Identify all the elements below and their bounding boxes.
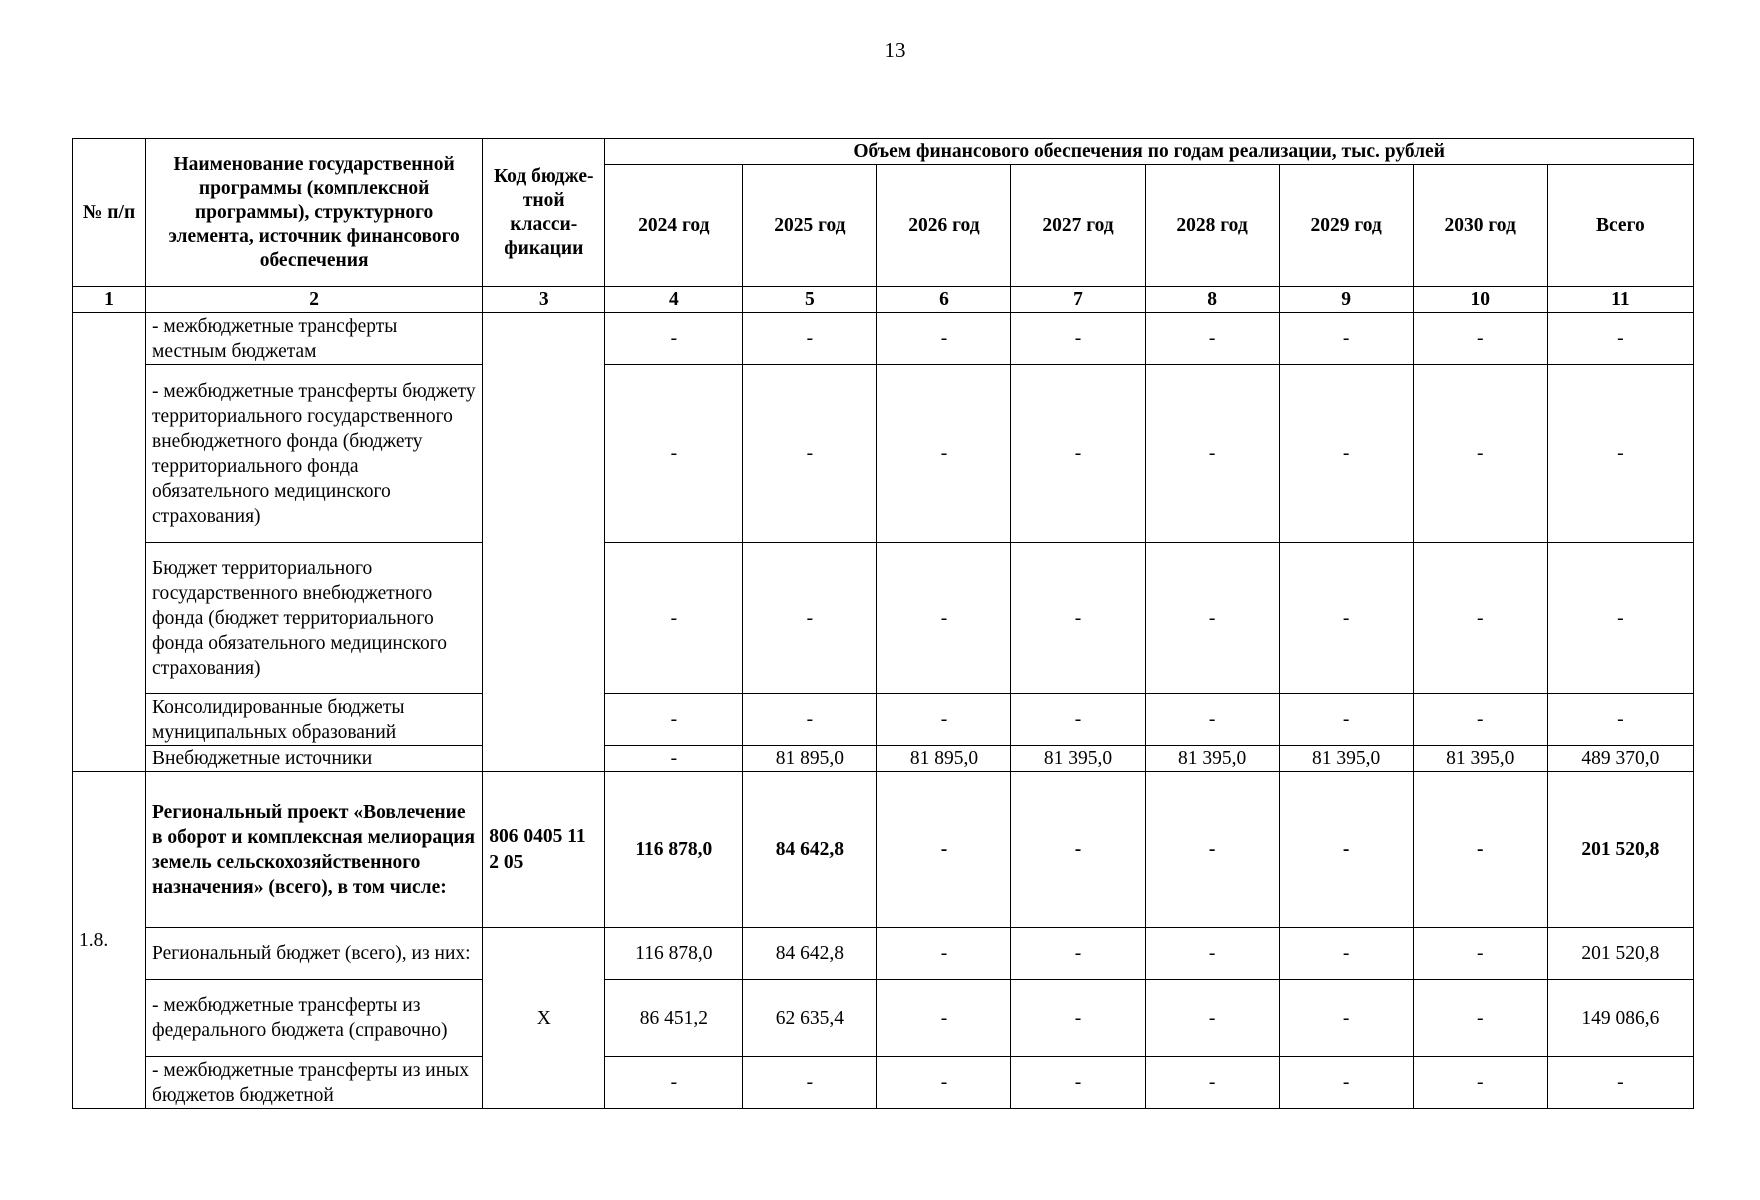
- row-value: -: [1011, 313, 1145, 365]
- row-value: -: [1011, 694, 1145, 746]
- row-value: -: [1011, 1057, 1145, 1109]
- column-index: 1: [73, 287, 146, 313]
- row-value: -: [1413, 928, 1547, 980]
- row-name: - межбюджетные трансферты из иных бюджетов бюджетной: [146, 1057, 483, 1109]
- column-index: 3: [483, 287, 605, 313]
- row-value: 84 642,8: [743, 928, 877, 980]
- row-value: -: [605, 365, 743, 543]
- column-index: 7: [1011, 287, 1145, 313]
- row-value: -: [1547, 694, 1693, 746]
- header-year: 2029 год: [1279, 165, 1413, 287]
- row-value: -: [1547, 543, 1693, 694]
- row-value: -: [1279, 543, 1413, 694]
- row-name: - межбюджетные трансферты бюджету территориального государственного внебюджетного фонда (бюджету территориального фонда обязательного медицинского страхования): [146, 365, 483, 543]
- project-value: -: [877, 772, 1011, 928]
- row-name: Региональный бюджет (всего), из них:: [146, 928, 483, 980]
- table-row: [73, 313, 1694, 365]
- row-number-empty: [73, 313, 146, 772]
- header-year: 2024 год: [605, 165, 743, 287]
- table-row: [73, 928, 1694, 980]
- row-value: -: [1279, 1057, 1413, 1109]
- row-name: - межбюджетные трансферты из федерального бюджета (справочно): [146, 980, 483, 1057]
- row-value: -: [1145, 313, 1279, 365]
- table-row: [73, 694, 1694, 746]
- row-value: -: [743, 694, 877, 746]
- header-volume: Объем финансового обеспечения по годам реализации, тыс. рублей: [605, 139, 1694, 165]
- row-value: 62 635,4: [743, 980, 877, 1057]
- row-value: -: [1413, 313, 1547, 365]
- column-index: 10: [1413, 287, 1547, 313]
- row-value: -: [743, 365, 877, 543]
- table-row: [73, 980, 1694, 1057]
- row-value: -: [1279, 313, 1413, 365]
- row-value: -: [743, 1057, 877, 1109]
- row-value: -: [605, 543, 743, 694]
- row-value: -: [1279, 694, 1413, 746]
- row-name: Консолидированные бюджеты муниципальных образований: [146, 694, 483, 746]
- header-year: 2026 год: [877, 165, 1011, 287]
- project-code: 806 0405 11 2 05: [483, 772, 605, 928]
- header-year: 2025 год: [743, 165, 877, 287]
- row-value: 81 895,0: [877, 746, 1011, 772]
- column-index: 4: [605, 287, 743, 313]
- row-value: -: [877, 980, 1011, 1057]
- row-value: -: [1145, 980, 1279, 1057]
- project-value: -: [1413, 772, 1547, 928]
- project-value: 201 520,8: [1547, 772, 1693, 928]
- column-index: 8: [1145, 287, 1279, 313]
- header-code: Код бюдже-тной класси-фикации: [483, 139, 605, 287]
- row-value: -: [877, 694, 1011, 746]
- row-value: -: [1413, 694, 1547, 746]
- row-value: -: [877, 543, 1011, 694]
- row-value: 81 395,0: [1011, 746, 1145, 772]
- table-row: [73, 365, 1694, 543]
- row-value: 149 086,6: [1547, 980, 1693, 1057]
- row-value: -: [1279, 365, 1413, 543]
- row-value: 81 395,0: [1145, 746, 1279, 772]
- row-value: -: [605, 746, 743, 772]
- row-value: -: [877, 365, 1011, 543]
- row-value: -: [1145, 365, 1279, 543]
- row-value: -: [743, 313, 877, 365]
- project-name: Региональный проект «Вовлечение в оборот и комплексная мелиорация земель сельскохозяйственного назначения» (всего), в том числе:: [146, 772, 483, 928]
- column-index: 2: [146, 287, 483, 313]
- column-index: 6: [877, 287, 1011, 313]
- row-value: -: [1547, 365, 1693, 543]
- row-value: -: [1413, 1057, 1547, 1109]
- project-value: -: [1011, 772, 1145, 928]
- row-name: Внебюджетные источники: [146, 746, 483, 772]
- row-value: -: [1145, 1057, 1279, 1109]
- financing-table: [72, 138, 1694, 1109]
- row-value: 489 370,0: [1547, 746, 1693, 772]
- column-index: 11: [1547, 287, 1693, 313]
- row-value: -: [1547, 313, 1693, 365]
- row-value: -: [1413, 980, 1547, 1057]
- row-value: -: [1413, 365, 1547, 543]
- page-number: 13: [884, 38, 906, 62]
- project-number: 1.8.: [73, 772, 146, 1109]
- row-value: -: [1145, 543, 1279, 694]
- header-name: Наименование государственной программы (комплексной программы), структурного элемента, источник финансового обеспечения: [146, 139, 483, 287]
- project-value: -: [1145, 772, 1279, 928]
- row-value: 81 895,0: [743, 746, 877, 772]
- table-row: [73, 543, 1694, 694]
- row-value: 116 878,0: [605, 928, 743, 980]
- table-row: [73, 1057, 1694, 1109]
- header-total: Всего: [1547, 165, 1693, 287]
- row-value: -: [1145, 694, 1279, 746]
- row-value: -: [1011, 928, 1145, 980]
- row-value: 201 520,8: [1547, 928, 1693, 980]
- project-value: 116 878,0: [605, 772, 743, 928]
- row-value: -: [1145, 928, 1279, 980]
- row-value: 81 395,0: [1279, 746, 1413, 772]
- row-value: -: [1413, 543, 1547, 694]
- header-year: 2027 год: [1011, 165, 1145, 287]
- row-value: -: [1011, 543, 1145, 694]
- code-x: Х: [483, 928, 605, 1109]
- header-num: № п/п: [73, 139, 146, 287]
- project-row: [73, 772, 1694, 928]
- row-value: -: [1279, 928, 1413, 980]
- column-index: 5: [743, 287, 877, 313]
- row-value: -: [1011, 365, 1145, 543]
- code-empty: [483, 313, 605, 772]
- column-index: 9: [1279, 287, 1413, 313]
- project-value: 84 642,8: [743, 772, 877, 928]
- row-value: -: [1011, 980, 1145, 1057]
- row-value: -: [877, 313, 1011, 365]
- row-value: -: [877, 1057, 1011, 1109]
- row-value: -: [1547, 1057, 1693, 1109]
- table-row: [73, 746, 1694, 772]
- header-year: 2030 год: [1413, 165, 1547, 287]
- row-value: -: [605, 1057, 743, 1109]
- row-name: Бюджет территориального государственного внебюджетного фонда (бюджет территориального фонда обязательного медицинского страхования): [146, 543, 483, 694]
- row-name: - межбюджетные трансферты местным бюджетам: [146, 313, 483, 365]
- row-value: -: [877, 928, 1011, 980]
- row-value: -: [605, 694, 743, 746]
- row-value: -: [1279, 980, 1413, 1057]
- project-value: -: [1279, 772, 1413, 928]
- header-year: 2028 год: [1145, 165, 1279, 287]
- row-value: 86 451,2: [605, 980, 743, 1057]
- row-value: 81 395,0: [1413, 746, 1547, 772]
- row-value: -: [743, 543, 877, 694]
- row-value: -: [605, 313, 743, 365]
